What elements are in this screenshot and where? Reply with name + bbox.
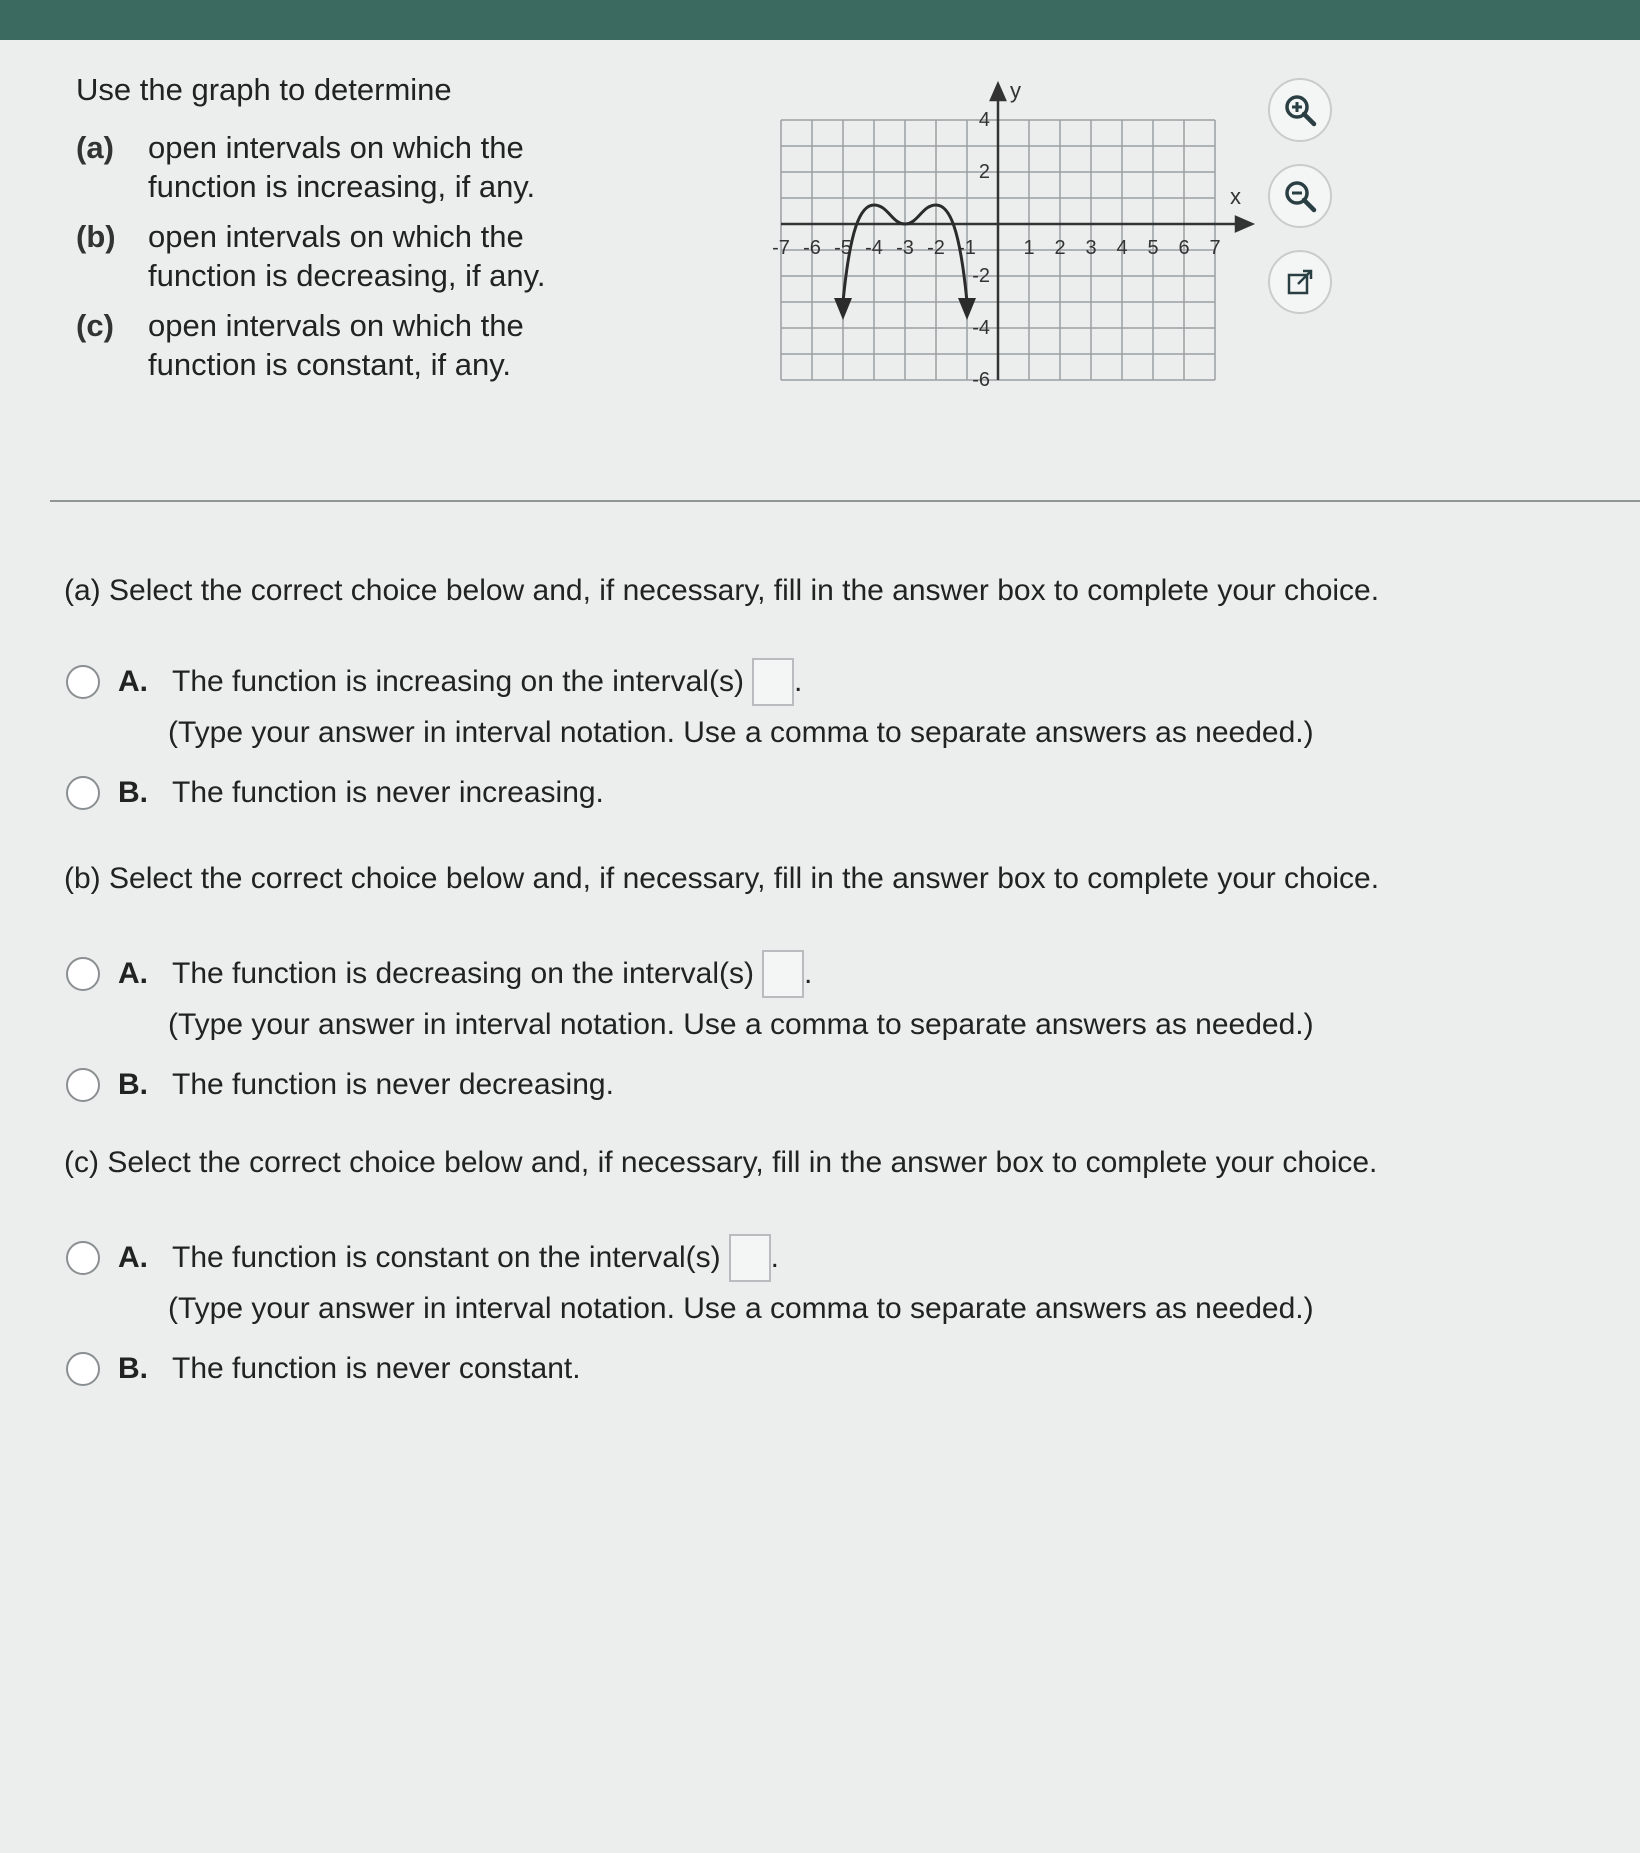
x-tick-label: 2 xyxy=(1054,237,1066,259)
radio-button[interactable] xyxy=(66,957,100,991)
question-title: Use the graph to determine xyxy=(76,72,452,107)
function-graph xyxy=(770,80,1270,400)
popout-button[interactable] xyxy=(1268,250,1332,314)
part-b-choice-b[interactable] xyxy=(66,1068,1486,1102)
question-item-tag: (a) xyxy=(76,130,114,165)
zoom-in-icon xyxy=(1282,92,1318,128)
part-b-prompt: (b) Select the correct choice below and, if necessary, fill in the answer box to complete your choice. xyxy=(64,862,1380,895)
choice-letter: A. xyxy=(118,665,148,698)
choice-text: The function is constant on the interval(s) xyxy=(172,1241,721,1274)
choice-hint: (Type your answer in interval notation. Use a comma to separate answers as needed.) xyxy=(168,716,1314,749)
x-tick-label: -7 xyxy=(772,237,790,259)
part-a-choice-b[interactable] xyxy=(66,776,1486,810)
graph-tools xyxy=(1268,78,1334,336)
choice-letter: B. xyxy=(118,1068,148,1101)
question-item-c xyxy=(76,306,616,384)
y-tick-label: 2 xyxy=(978,161,990,183)
x-tick-label: -1 xyxy=(958,237,976,259)
y-tick-label: -4 xyxy=(972,317,990,339)
radio-button[interactable] xyxy=(66,665,100,699)
choice-text: The function is never constant. xyxy=(172,1352,581,1385)
answer-input-box[interactable] xyxy=(752,658,794,706)
question-item-text: open intervals on which the function is constant, if any. xyxy=(148,308,524,382)
x-tick-label: -3 xyxy=(896,237,914,259)
x-tick-label: -5 xyxy=(834,237,852,259)
radio-button[interactable] xyxy=(66,1068,100,1102)
x-tick-label: 4 xyxy=(1116,237,1128,259)
y-tick-label: -6 xyxy=(972,369,990,391)
x-tick-label: 5 xyxy=(1147,237,1159,259)
answer-input-box[interactable] xyxy=(729,1234,771,1282)
x-tick-label: 1 xyxy=(1023,237,1035,259)
x-tick-label: -4 xyxy=(865,237,883,259)
question-item-text: open intervals on which the function is increasing, if any. xyxy=(148,130,536,204)
x-tick-label: 3 xyxy=(1085,237,1097,259)
choice-letter: B. xyxy=(118,776,148,809)
choice-letter: B. xyxy=(118,1352,148,1385)
part-c-choice-b[interactable] xyxy=(66,1352,1486,1386)
x-tick-label: 6 xyxy=(1178,237,1190,259)
question-item-b xyxy=(76,217,616,295)
choice-text: The function is never increasing. xyxy=(172,776,604,809)
radio-button[interactable] xyxy=(66,1241,100,1275)
choice-letter: A. xyxy=(118,1241,148,1274)
part-a-prompt: (a) Select the correct choice below and, if necessary, fill in the answer box to complete your choice. xyxy=(64,574,1380,607)
x-tick-label: 7 xyxy=(1209,237,1221,259)
zoom-out-button[interactable] xyxy=(1268,164,1332,228)
answer-input-box[interactable] xyxy=(762,950,804,998)
choice-text: The function is increasing on the interval(s) xyxy=(172,665,744,698)
question-item-a xyxy=(76,128,616,206)
section-divider xyxy=(50,500,1640,502)
curve-arrow-left xyxy=(834,298,852,320)
x-axis-label: x xyxy=(1230,184,1241,209)
choice-period: . xyxy=(803,957,813,990)
question-item-tag: (b) xyxy=(76,219,116,254)
choice-hint: (Type your answer in interval notation. Use a comma to separate answers as needed.) xyxy=(168,1008,1314,1041)
radio-button[interactable] xyxy=(66,776,100,810)
y-axis-label: y xyxy=(1010,80,1021,103)
choice-letter: A. xyxy=(118,957,148,990)
choice-period: . xyxy=(793,665,803,698)
part-c-choice-a[interactable] xyxy=(66,1234,1486,1326)
choice-period: . xyxy=(770,1241,779,1274)
y-tick-label: -2 xyxy=(972,265,990,287)
x-tick-label: -6 xyxy=(803,237,821,259)
question-item-tag: (c) xyxy=(76,308,114,343)
zoom-in-button[interactable] xyxy=(1268,78,1332,142)
part-a-choice-a[interactable] xyxy=(66,658,1486,750)
external-link-icon xyxy=(1284,266,1316,298)
part-b-choice-a[interactable] xyxy=(66,950,1486,1042)
x-tick-label: -2 xyxy=(927,237,945,259)
question-item-text: open intervals on which the function is decreasing, if any. xyxy=(148,219,546,293)
choice-text: The function is decreasing on the interval(s) xyxy=(172,957,754,990)
question-stem xyxy=(76,72,616,395)
graph-axes xyxy=(781,84,1252,380)
top-bar xyxy=(0,0,1640,40)
radio-button[interactable] xyxy=(66,1352,100,1386)
choice-text: The function is never decreasing. xyxy=(172,1068,614,1101)
part-c-prompt: (c) Select the correct choice below and, if necessary, fill in the answer box to complete your choice. xyxy=(64,1146,1378,1179)
y-tick-label: 4 xyxy=(978,109,990,131)
zoom-out-icon xyxy=(1282,178,1318,214)
choice-hint: (Type your answer in interval notation. Use a comma to separate answers as needed.) xyxy=(168,1292,1314,1325)
